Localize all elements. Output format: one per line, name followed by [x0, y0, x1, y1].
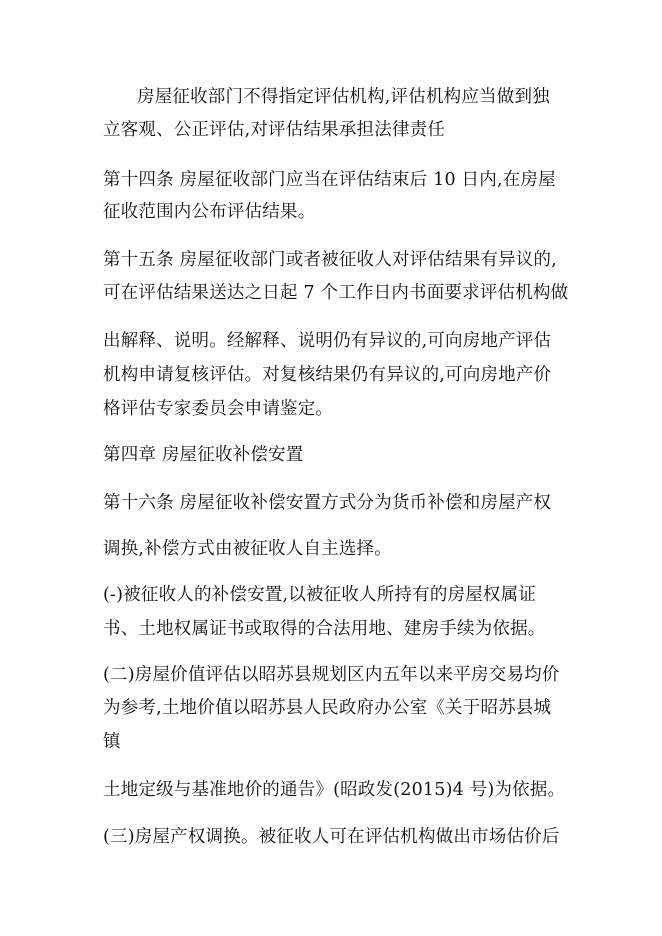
- item-3-line: (三)房屋产权调换。被征收人可在评估机构做出市场估价后: [103, 827, 560, 847]
- chapter-4-heading: 第四章 房屋征收补偿安置: [103, 445, 304, 465]
- paragraph-line: 格评估专家委员会申请鉴定。: [103, 399, 334, 419]
- paragraph-line: 机构申请复核评估。对复核结果仍有异议的,可向房地产价: [103, 365, 552, 385]
- item-1-line: (-)被征收人的补偿安置,以被征收人所持有的房屋权属证: [103, 585, 537, 605]
- paragraph-line: 土地定级与基准地价的通告》(昭政发(2015)4 号)为依据。: [103, 780, 566, 800]
- paragraph-line: 立客观、公正评估,对评估结果承担法律责任: [103, 120, 446, 140]
- paragraph-line: 镇: [103, 732, 121, 752]
- article-15-line: 第十五条 房屋征收部门或者被征收人对评估结果有异议的,: [103, 250, 558, 270]
- article-14-line: 第十四条 房屋征收部门应当在评估结束后 10 日内,在房屋: [103, 170, 556, 190]
- paragraph-line: 调换,补偿方式由被征收人自主选择。: [103, 539, 392, 559]
- article-16-line: 第十六条 房屋征收补偿安置方式分为货币补偿和房屋产权: [103, 493, 552, 513]
- paragraph-line: 为参考,土地价值以昭苏县人民政府办公室《关于昭苏县城: [103, 698, 552, 718]
- paragraph-line: 可在评估结果送达之日起 7 个工作日内书面要求评估机构做: [103, 283, 569, 303]
- paragraph-line: 征收范围内公布评估结果。: [103, 202, 316, 222]
- item-2-line: (二)房屋价值评估以昭苏县规划区内五年以来平房交易均价: [103, 665, 560, 685]
- paragraph-line: 出解释、说明。经解释、说明仍有异议的,可向房地产评估: [103, 331, 552, 351]
- paragraph-line: 房屋征收部门不得指定评估机构,评估机构应当做到独: [137, 87, 550, 107]
- paragraph-line: 书、土地权属证书或取得的合法用地、建房手续为依据。: [103, 619, 546, 639]
